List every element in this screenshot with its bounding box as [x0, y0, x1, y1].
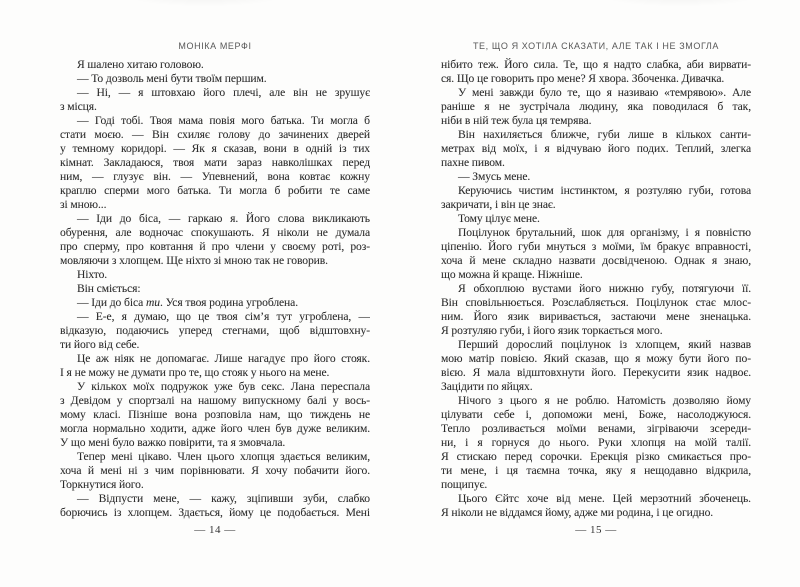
- text-line: Він нахиляється ближче, губи лише в кількох санти-: [458, 128, 751, 141]
- text-line: пахне пивом.: [441, 156, 505, 169]
- text-line: — Е-е, я думаю, що це твоя сім’я тут угроблена, —: [77, 310, 370, 323]
- text-line: ни, і я горнуся до нього. Руки хлопця на моїй талії.: [441, 436, 751, 449]
- text-line: пощипує.: [441, 478, 488, 491]
- text-line: стати моєю. — Він схиляє голову до зачинених дверей: [60, 128, 370, 141]
- text-line: з Девідом у спортзалі на нашому випускному балі у вось-: [60, 394, 370, 407]
- text-line: ти мене, і ця таємна точка, яку я нещодавно відкрила,: [441, 464, 751, 477]
- text-line: Нічого з цього я не роблю. Натомість дозволяю йому: [458, 394, 751, 407]
- text-line: мою матір повією. Який сказав, що я можу бути його по-: [441, 352, 751, 365]
- text-line: могла нормально ходити, адже його член був дуже великим.: [60, 422, 370, 435]
- text-line: хоча й мені ні з чим порівнювати. Я хочу побачити його.: [60, 464, 370, 477]
- page-body: [60, 58, 370, 520]
- text-line: Керуючись чистим інстинктом, я розтуляю губи, готова: [458, 184, 751, 197]
- text-line: Він сміється:: [77, 282, 141, 295]
- text-line: — То дозволь мені бути твоїм першим.: [77, 72, 267, 85]
- text-line: хоча й мене складно назвати досвідченою. Однак я знаю,: [441, 254, 751, 267]
- text-line: ти його від себе.: [60, 338, 140, 351]
- text-line: Поцілунок брутальний, шок для організму, і я повністю: [458, 226, 751, 239]
- text-line: У що мені було важко повірити, та я змовчала.: [60, 436, 286, 449]
- text-line: — Ні, — я штовхаю його плечі, але він не зрушує: [77, 86, 370, 99]
- text-line: — Іди до біса ти. Уся твоя родина угроблена.: [77, 296, 299, 309]
- text-line: ним, — глузує він. — Упевнений, вона ковтає кожну: [60, 170, 370, 183]
- running-header-title: ТЕ, ЩО Я ХОТІЛА СКАЗАТИ, АЛЕ ТАК І НЕ ЗМОГЛА: [472, 41, 720, 51]
- text-line: кімнат. Закладаюся, твоя мати зараз навколішках перед: [60, 156, 370, 169]
- text-line: Цього Єйтс хоче від мене. Цей мерзотний збоченець.: [458, 492, 751, 505]
- text-line: про сперму, про ковтання й про члени у своєму роті, роз-: [60, 240, 370, 253]
- text-line: вією. Я мала відштовхнути його. Перекусити язик надвоє.: [441, 366, 751, 379]
- text-line: борючись із хлопцем. Здається, йому це подобається. Мені: [60, 506, 370, 519]
- text-line: метрах від моїх, і я відчуваю його подих. Теплий, злегка: [441, 142, 751, 155]
- text-line: У мені завжди було те, що я називаю «темрявою». Але: [458, 86, 751, 99]
- text-line: ціпенію. Його губи мнуться з моїми, їм бракує вправності,: [441, 240, 751, 253]
- text-line: обурення, але водночас спокушають. Я ніколи не думала: [60, 226, 370, 239]
- right-page: [441, 41, 751, 558]
- text-line: нібито теж. Його сила. Те, що я надто слабка, аби вирвати-: [441, 58, 751, 71]
- text-line: Перший дорослий поцілунок із хлопцем, який назвав: [458, 338, 751, 351]
- text-line: Тепер мені цікаво. Член цього хлопця здається великим,: [77, 450, 370, 463]
- text-line: Це аж ніяк не допомагає. Лише нагадує про його стояк.: [77, 352, 370, 365]
- text-line: Я шалено хитаю головою.: [77, 58, 204, 71]
- text-line: ним. Його язик виривається, застаючи мене зненацька.: [441, 310, 751, 323]
- text-line: І я не можу не думати про те, що стояк у нього на мене.: [60, 366, 330, 379]
- text-line: з місця.: [60, 100, 97, 113]
- text-line: краплю сперми мого батька. Ти могла б робити те саме: [60, 184, 370, 197]
- text-line: зі мною...: [60, 198, 107, 211]
- text-line: у темному коридорі. — Як я сказав, вони в одній із тих: [60, 142, 370, 155]
- text-line: Я розтуляю губи, і його язик торкається мого.: [441, 324, 663, 337]
- text-line: Торкнутися його.: [60, 478, 144, 491]
- text-line: Я обхоплюю вустами його нижню губу, потягуючи її.: [458, 282, 751, 295]
- text-line: Тому цілує мене.: [458, 212, 540, 225]
- running-header-author: МОНІКА МЕРФІ: [178, 41, 252, 51]
- text-line: цілувати себе і, допоможи мені, Боже, насолоджуюся.: [441, 408, 751, 421]
- text-line: мому класі. Пізніше вона розповіла нам, що тиждень не: [60, 408, 370, 421]
- text-line: мовляючи з хлопцем. Ще ніхто зі мною так не говорив.: [60, 254, 328, 267]
- text-line: — Годі тобі. Твоя мама повія мого батька. Ти могла б: [77, 114, 370, 127]
- page-body: [441, 58, 751, 520]
- page-number: — 15 —: [575, 524, 617, 536]
- text-line: — Змусь мене.: [458, 170, 531, 183]
- text-line: У кількох моїх подружок уже був секс. Лана переспала: [77, 380, 370, 393]
- text-line: — Іди до біса, — гаркаю я. Його слова викликають: [77, 212, 370, 225]
- text-line: Я стискаю перед сорочки. Ерекція різко смикається про-: [441, 450, 751, 463]
- text-line: — Відпусти мене, — кажу, зціпивши зуби, слабко: [77, 492, 370, 505]
- text-line: ніби в ній теж була ця темрява.: [441, 114, 592, 127]
- left-page: [60, 41, 370, 558]
- text-line: відказую, подаючись уперед стегнами, щоб відштовхну-: [60, 324, 370, 337]
- text-line: Я ніколи не віддамся йому, адже ми родина, і це огидно.: [441, 506, 714, 519]
- text-line: Зацідити по яйцях.: [441, 380, 533, 393]
- text-line: закричати, і він це знає.: [441, 198, 556, 211]
- text-line: Він сповільнюється. Розслабляється. Поцілунок стає млос-: [441, 296, 751, 309]
- text-line: Ніхто.: [77, 268, 108, 281]
- page-number: — 14 —: [194, 524, 236, 536]
- text-line: що можна й краще. Ніжніше.: [441, 268, 583, 281]
- text-line: раніше я не зустрічала людину, яка поводилася б так,: [441, 100, 751, 113]
- text-line: Тепло розливається моїми венами, зігріваючи зсереди-: [441, 422, 751, 435]
- text-line: ся. Що це говорить про мене? Я хвора. Збоченка. Дивачка.: [441, 72, 725, 85]
